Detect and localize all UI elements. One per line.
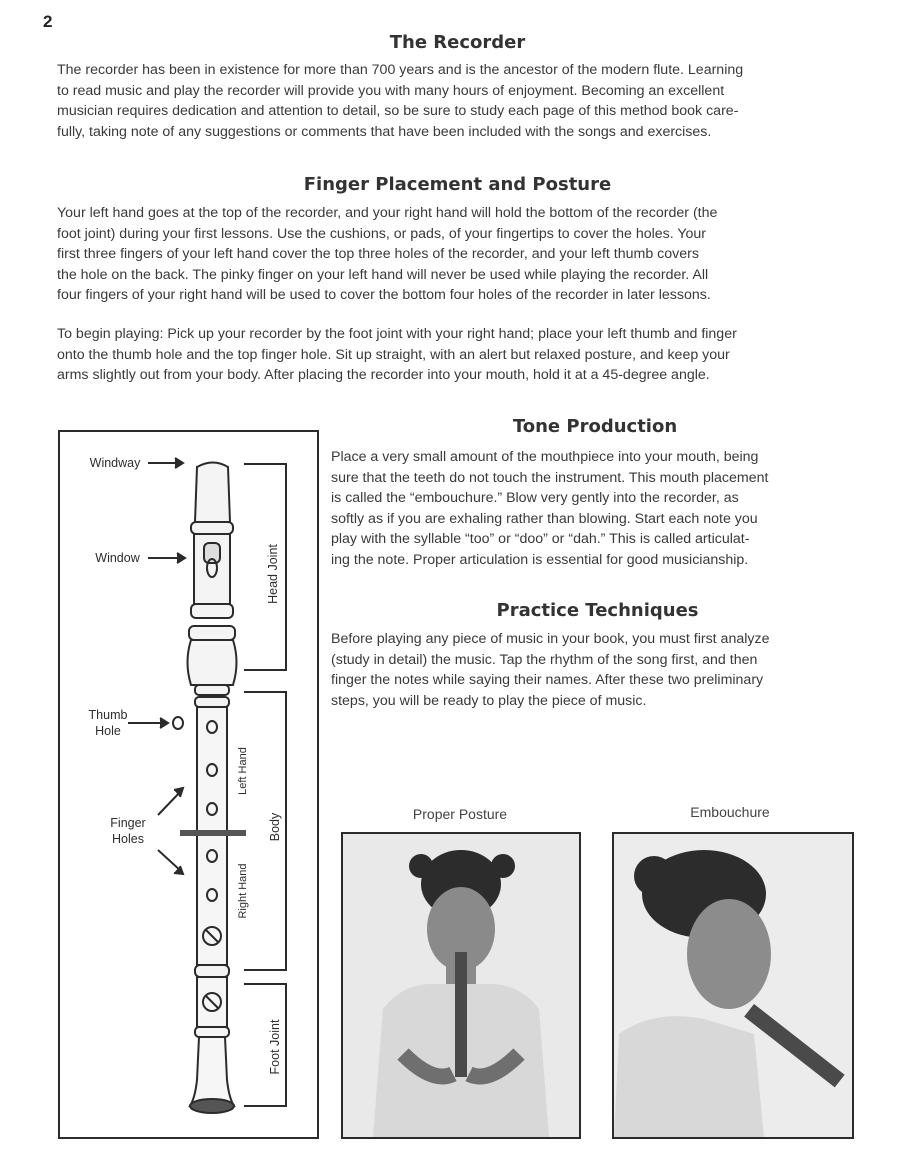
hand-divider [180, 830, 246, 836]
recorder-mouthpiece [195, 463, 230, 523]
text-line: (study in detail) the music. Tap the rhythm of the song first, and then [331, 651, 758, 668]
text-line: steps, you will be ready to play the piece of music. [331, 692, 647, 709]
text-line: the hole on the back. The pinky finger on your left hand will never be used while playing the recorder. All [57, 266, 709, 283]
label-line: Holes [112, 832, 144, 846]
recorder-bell-opening [190, 1099, 234, 1113]
text-line: ing the note. Proper articulation is essential for good musicianship. [331, 551, 749, 568]
text-line: first three fingers of your left hand cover the top three holes of the recorder, and your left thumb covers [57, 246, 699, 263]
tone-production-paragraph [331, 447, 876, 570]
text-line: To begin playing: Pick up your recorder by the foot joint with your right hand; place your left thumb and finger [57, 326, 737, 342]
text-line: foot joint) during your first lessons. Use the cushions, or pads, of your fingertips to cover the holes. Your [57, 225, 707, 242]
practice-paragraph [331, 629, 876, 711]
text-line: Place a very small amount of the mouthpiece into your mouth, being [331, 449, 759, 465]
finger-placement-paragraph [57, 203, 867, 306]
text-line: Your left hand goes at the top of the recorder, and your right hand will hold the bottom of the recorder (the [57, 205, 718, 221]
begin-playing-paragraph [57, 324, 867, 386]
caption-proper-posture: Proper Posture [412, 806, 508, 822]
text-line: to read music and play the recorder will provide you with many hours of enjoyment. Becoming an excellent [57, 82, 725, 99]
text-line: sure that the teeth do not touch the instrument. This mouth placement [331, 469, 769, 486]
recorder-ring [189, 626, 235, 640]
text-line: fully, taking note of any suggestions or comments that have been included with the songs and exercises. [57, 123, 712, 140]
recorder-ring [191, 522, 233, 534]
caption-embouchure: Embouchure [690, 804, 770, 820]
label-windway: Windway [89, 456, 141, 470]
recorder-ring [195, 685, 229, 695]
label-body: Body [268, 812, 282, 842]
photo-proper-posture [341, 832, 581, 1139]
text-line: arms slightly out from your body. After placing the recorder into your mouth, hold it at a 45-degree angle. [57, 367, 710, 384]
text-line: Before playing any piece of music in your book, you must first analyze [331, 631, 770, 647]
recorder-bell [190, 1037, 234, 1106]
heading-the-recorder: The Recorder [389, 32, 526, 53]
text-line: The recorder has been in existence for more than 700 years and is the ancestor of the modern flute. Learning [57, 62, 744, 78]
text-line: musician requires dedication and attention to detail, so be sure to study each page of this method book care- [57, 103, 739, 120]
heading-tone-production: Tone Production [512, 416, 678, 437]
heading-practice-techniques: Practice Techniques [496, 600, 699, 621]
text-line: finger the notes while saying their names. After these two preliminary [331, 672, 764, 688]
thumb-hole [173, 717, 183, 729]
label-line: Thumb [88, 708, 128, 722]
recorder-paragraph [57, 60, 857, 142]
label-left-hand: Left Hand [237, 747, 249, 795]
label-head-joint: Head Joint [266, 544, 280, 604]
text-line: onto the thumb hole and the top finger hole. Sit up straight, with an alert but relaxed posture, and keep your [57, 346, 730, 363]
label-line: Hole [95, 724, 121, 738]
heading-finger-placement: Finger Placement and Posture [303, 174, 612, 195]
recorder-bulge [188, 640, 237, 685]
label-finger-holes [98, 815, 158, 847]
label-line: Finger [110, 816, 146, 830]
text-line: four fingers of your right hand will be used to cover the bottom four holes of the recorder in later lessons. [57, 287, 711, 304]
recorder-ring [195, 1027, 229, 1037]
recorder-ring [195, 697, 229, 707]
text-line: is called the “embouchure.” Blow very gently into the recorder, as [331, 490, 739, 506]
label-foot-joint: Foot Joint [268, 1019, 282, 1075]
text-line: softly as if you are exhaling rather than blowing. Start each note you [331, 510, 758, 527]
page-number: 2 [43, 12, 53, 31]
label-window: Window [95, 551, 140, 565]
posture-photo-illustration [343, 834, 579, 1137]
recorder-ring [195, 965, 229, 977]
text-line: play with the syllable “too” or “doo” or “dah.” This is called articulat- [331, 531, 750, 547]
label-thumb-hole [78, 707, 138, 739]
embouchure-photo-illustration [614, 834, 852, 1137]
label-right-hand: Right Hand [237, 863, 249, 919]
photo-embouchure [612, 832, 854, 1139]
recorder-ring [191, 604, 233, 618]
